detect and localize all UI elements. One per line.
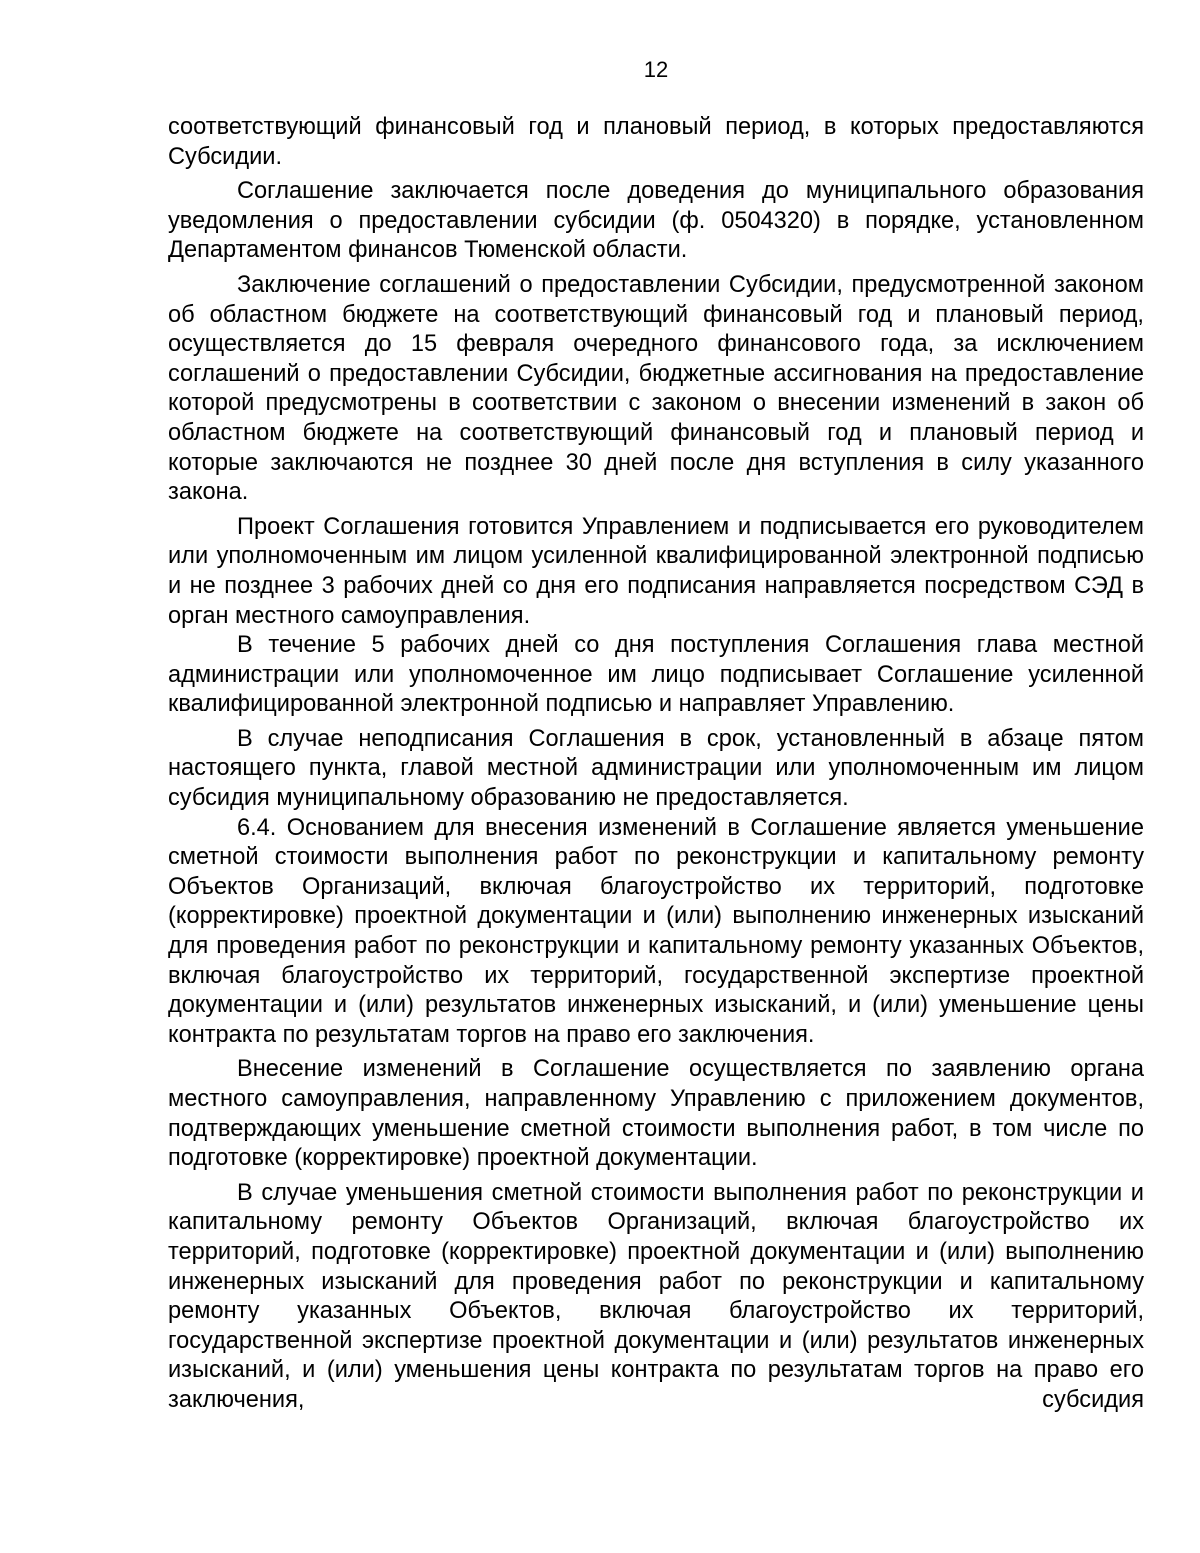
document-body [168, 113, 1144, 1416]
paragraph-non-signing: В случае неподписания Соглашения в срок, установленный в абзаце пятом настоящего пункта, главой местной администрации или уполномоченным им лицом субсидия муниципальному образованию не предоставляется. [168, 725, 1144, 812]
paragraph-cost-reduction: В случае уменьшения сметной стоимости выполнения работ по реконструкции и капитальному ремонту Объектов Организаций, включая благоустройство их территорий, подготовке (корректировке) проектной документации и (или) выполнению инженерных изысканий для проведения работ по реконструкции и капитальному ремонту указанных Объектов, включая благоустройство их территорий, государственной экспертизе проектной документации и (или) результатов инженерных изысканий, и (или) уменьшения цены контракта по результатам торгов на право его заключения, субсидия [168, 1179, 1144, 1413]
paragraph-draft-agreement: Проект Соглашения готовится Управлением и подписывается его руководителем или уполномоченным им лицом усиленной квалифицированной электронной подписью и не позднее 3 рабочих дней со дня его подписания направляется посредством СЭД в орган местного самоуправления. [168, 513, 1144, 629]
paragraph-agreement-deadline: Заключение соглашений о предоставлении Субсидии, предусмотренной законом об областном бюджете на соответствующий финансовый год и плановый период, осуществляется до 15 февраля очередного финансового года, за исключением соглашений о предоставлении Субсидии, бюджетные ассигнования на предоставление которой предусмотрены в соответствии с законом о внесении изменений в закон об областном бюджете на соответствующий финансовый год и плановый период и которые заключаются не позднее 30 дней после дня вступления в силу указанного закона. [168, 271, 1144, 506]
paragraph-continuation: соответствующий финансовый год и плановый период, в которых предоставляются Субсидии. [168, 114, 1144, 170]
page-number: 12 [643, 57, 669, 82]
paragraph-signing-period: В течение 5 рабочих дней со дня поступления Соглашения глава местной администрации или уполномоченное им лицо подписывает Соглашение усиленной квалифицированной электронной подписью и направляет Управлению. [168, 632, 1144, 718]
paragraph-section-6-4: 6.4. Основанием для внесения изменений в Соглашение является уменьшение сметной стоимости выполнения работ по реконструкции и капитальному ремонту Объектов Организаций, включая благоустройство их территорий, подготовке (корректировке) проектной документации и (или) выполнению инженерных изысканий для проведения работ по реконструкции и капитальному ремонту указанных Объектов, включая благоустройство их территорий, государственной экспертизе проектной документации и (или) результатов инженерных изысканий, и (или) уменьшение цены контракта по результатам торгов на право его заключения. [168, 814, 1144, 1048]
paragraph-amendment-request: Внесение изменений в Соглашение осуществляется по заявлению органа местного самоуправления, направленному Управлению с приложением документов, подтверждающих уменьшение сметной стоимости выполнения работ, в том числе по подготовке (корректировке) проектной документации. [168, 1056, 1144, 1172]
paragraph-agreement-conclusion: Соглашение заключается после доведения до муниципального образования уведомления о предоставлении субсидии (ф. 0504320) в порядке, установленном Департаментом финансов Тюменской области. [168, 178, 1144, 264]
